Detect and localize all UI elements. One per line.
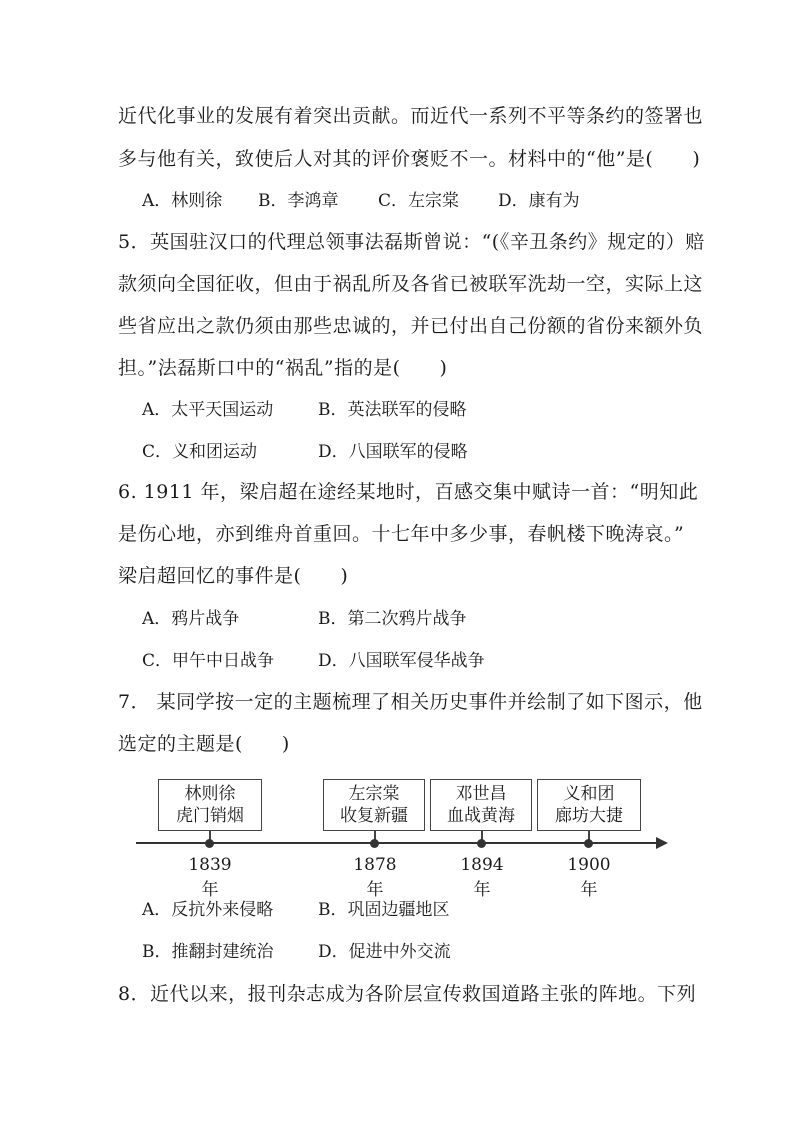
timeline-event-4-event: 廊坊大捷 [555, 806, 623, 826]
q7-option-c: B．推翻封建统治 [142, 942, 274, 962]
timeline-event-1-event: 虎门销烟 [176, 806, 244, 826]
timeline-event-3 [430, 779, 532, 831]
q6-line-3: 梁启超回忆的事件是( ) [118, 565, 349, 587]
intro-line-1: 近代化事业的发展有着突出贡献。而近代一系列不平等条约的签署也 [118, 105, 704, 127]
timeline-event-2-event: 收复新疆 [340, 806, 408, 826]
q4-option-a: A．林则徐 [142, 191, 223, 211]
q6-option-a: A．鸦片战争 [142, 609, 240, 629]
timeline-event-2-person: 左宗棠 [348, 784, 400, 804]
timeline-year-4: 1900年 [567, 855, 611, 900]
timeline-event-2 [323, 779, 425, 831]
q6-option-d: D．八国联军侵华战争 [318, 651, 485, 671]
timeline-year-2: 1878年 [353, 855, 397, 900]
q7-option-b: B．巩固边疆地区 [318, 900, 450, 920]
q6-option-b: B．第二次鸦片战争 [318, 609, 467, 629]
timeline-dot-3 [477, 839, 486, 848]
q4-option-d: D．康有为 [498, 191, 580, 211]
q5-line-1: 5．英国驻汉口的代理总领事法磊斯曾说：“(《辛丑条约》规定的）赔 [118, 231, 705, 253]
q5-option-a: A．太平天国运动 [142, 400, 274, 420]
timeline-dot-1 [205, 839, 214, 848]
timeline-event-3-event: 血战黄海 [447, 806, 515, 826]
q8-line-1: 8．近代以来，报刊杂志成为各阶层宣传救国道路主张的阵地。下列 [118, 983, 697, 1005]
timeline-year-3: 1894年 [460, 855, 504, 900]
q7-line-1: 7． 某同学按一定的主题梳理了相关历史事件并绘制了如下图示，他 [118, 691, 703, 713]
q5-line-2: 款须向全国征收，但由于祸乱所及各省已被联军洗劫一空，实际上这 [118, 273, 704, 295]
timeline-event-3-person: 邓世昌 [455, 784, 507, 804]
q7-line-2: 选定的主题是( ) [118, 733, 290, 755]
q5-line-4: 担。”法磊斯口中的“祸乱”指的是( ) [118, 357, 448, 379]
timeline-event-1 [158, 779, 262, 831]
timeline-event-1-person: 林则徐 [184, 784, 236, 804]
timeline-event-4 [537, 779, 641, 831]
q4-option-b: B．李鸿章 [258, 191, 339, 211]
q4-option-c: C．左宗棠 [378, 191, 460, 211]
q5-option-d: D．八国联军的侵略 [318, 442, 468, 462]
q5-line-3: 些省应出之款仍须由那些忠诚的，并已付出自己份额的省份来额外负 [118, 315, 704, 337]
q6-option-c: C．甲午中日战争 [142, 651, 275, 671]
q6-line-2: 是伤心地，亦到维舟首重回。十七年中多少事，春帆楼下晚涛哀。” [118, 523, 685, 545]
q7-option-d: D．促进中外交流 [318, 942, 451, 962]
timeline-dot-4 [584, 839, 593, 848]
q5-option-c: C．义和团运动 [142, 442, 258, 462]
timeline-arrow-icon [656, 837, 668, 849]
intro-line-2: 多与他有关，致使后人对其的评价褒贬不一。材料中的“他”是( ) [118, 148, 701, 170]
q7-option-a: A．反抗外来侵略 [142, 900, 274, 920]
timeline-dot-2 [370, 839, 379, 848]
timeline-year-1: 1839年 [188, 855, 232, 900]
q5-option-b: B．英法联军的侵略 [318, 400, 467, 420]
q6-line-1: 6. 1911 年，梁启超在途经某地时，百感交集中赋诗一首：“明知此 [118, 481, 699, 503]
timeline-event-4-person: 义和团 [563, 784, 615, 804]
timeline-axis [136, 842, 658, 844]
